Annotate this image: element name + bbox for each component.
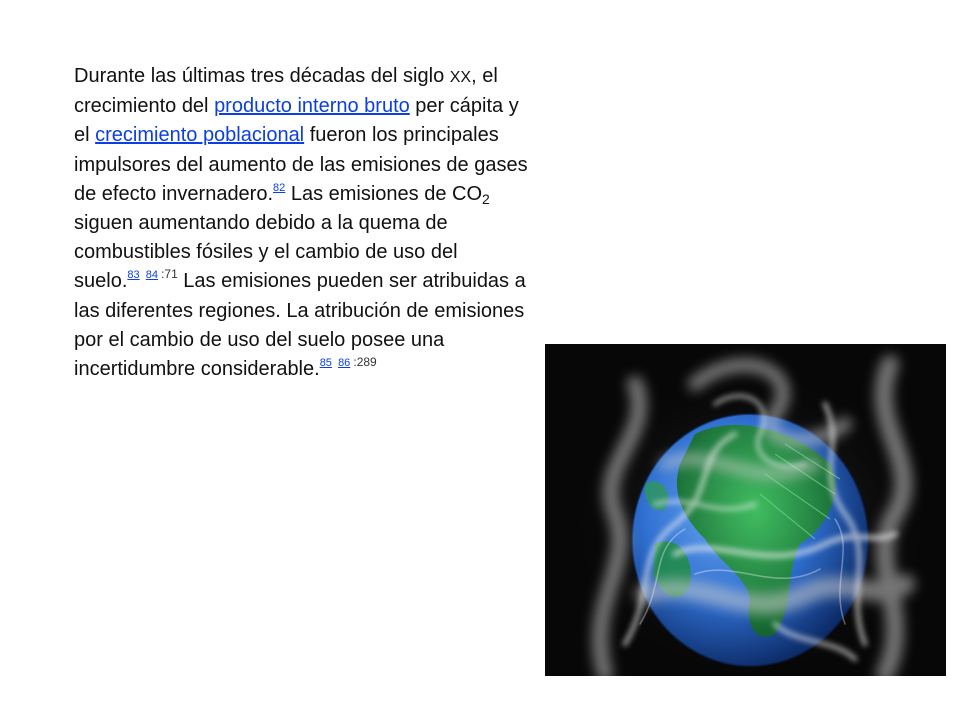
reference-85-86	[320, 357, 377, 369]
text-run: Las emisiones de CO	[285, 182, 483, 205]
reference-link-85[interactable]: 85	[319, 357, 332, 370]
page-number-289: :289	[353, 355, 377, 370]
paragraph	[74, 62, 534, 384]
body-text	[74, 62, 534, 384]
reference-link-82[interactable]: 82	[273, 181, 286, 194]
reference-82	[273, 182, 285, 194]
link-crecimiento-poblacional[interactable]: crecimiento poblacional	[95, 124, 305, 147]
text-run: fueron los principales impulsores del aumento de las emisiones de gases de efecto invernadero.	[74, 124, 528, 205]
co2-subscript: 2	[482, 190, 490, 207]
page-number-71: :71	[161, 267, 178, 282]
text-run: Durante las últimas tres décadas del siglo	[74, 65, 450, 87]
link-producto-interno-bruto[interactable]: producto interno bruto	[214, 95, 410, 118]
century-numeral: XX	[449, 69, 472, 86]
reference-83-84	[127, 269, 177, 281]
text-run: Las emisiones pueden ser atribuidas a las diferentes regiones. La atribución de emisiones por el cambio de uso del suelo posee una incertidumbre considerable.	[74, 270, 526, 381]
text-run: , el crecimiento del	[74, 65, 498, 118]
reference-link-86[interactable]: 86	[338, 357, 351, 370]
text-run: siguen aumentando debido a la quema de combustibles fósiles y el cambio de uso del suelo.	[74, 212, 458, 293]
smoking-globe-photo	[545, 344, 946, 676]
reference-link-83[interactable]: 83	[127, 269, 140, 282]
smoking-globe-illustration	[545, 344, 946, 676]
reference-link-84[interactable]: 84	[145, 269, 158, 282]
text-run: per cápita y el	[74, 95, 519, 147]
